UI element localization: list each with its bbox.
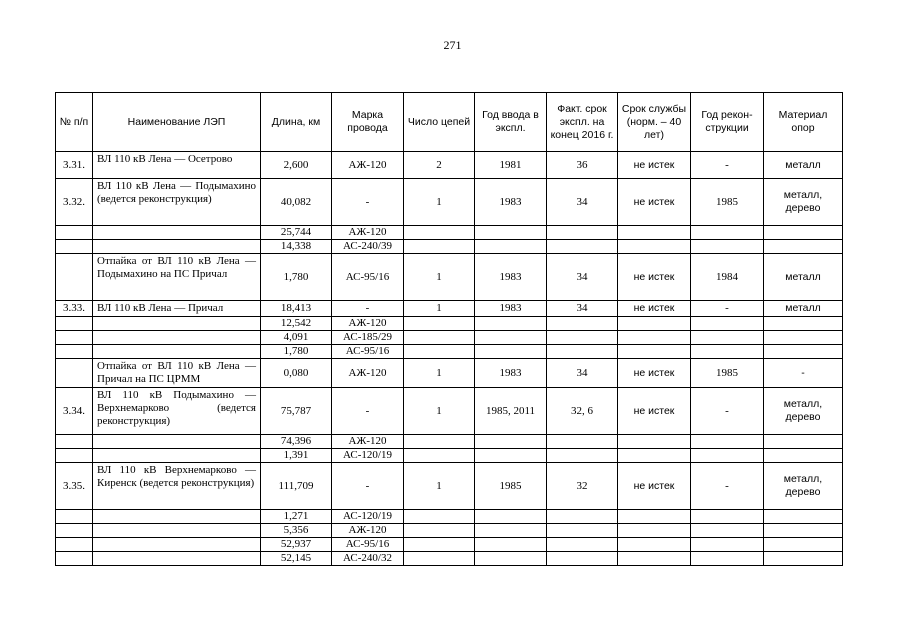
table-row (56, 388, 843, 435)
cell-circuits (404, 538, 475, 552)
cell-service-status (618, 345, 691, 359)
cell-fact-service: 34 (547, 359, 618, 388)
cell-length: 74,396 (261, 435, 332, 449)
cell-year-in: 1983 (475, 359, 547, 388)
cell-year-recon (691, 538, 764, 552)
cell-length: 5,356 (261, 524, 332, 538)
cell-year-recon: - (691, 152, 764, 179)
cell-circuits (404, 331, 475, 345)
cell-num (56, 552, 93, 566)
cell-year-in (475, 345, 547, 359)
cell-name (93, 449, 261, 463)
cell-fact-service (547, 552, 618, 566)
cell-wire: АС-120/19 (332, 510, 404, 524)
cell-year-in (475, 449, 547, 463)
cell-num (56, 226, 93, 240)
cell-service-status: не истек (618, 359, 691, 388)
cell-year-recon: 1985 (691, 179, 764, 226)
cell-circuits (404, 435, 475, 449)
cell-fact-service: 34 (547, 301, 618, 317)
table-row (56, 435, 843, 449)
cell-year-in (475, 317, 547, 331)
cell-material (764, 226, 843, 240)
cell-year-in: 1983 (475, 179, 547, 226)
cell-service-status: не истек (618, 463, 691, 510)
cell-year-recon (691, 317, 764, 331)
cell-num (56, 317, 93, 331)
cell-year-in: 1985, 2011 (475, 388, 547, 435)
cell-length: 52,145 (261, 552, 332, 566)
cell-circuits (404, 226, 475, 240)
cell-material (764, 552, 843, 566)
cell-service-status (618, 226, 691, 240)
cell-circuits: 1 (404, 254, 475, 301)
cell-wire: АЖ-120 (332, 226, 404, 240)
cell-year-recon: - (691, 301, 764, 317)
cell-service-status (618, 435, 691, 449)
cell-num: 3.33. (56, 301, 93, 317)
header-row (56, 93, 843, 152)
table-row (56, 463, 843, 510)
cell-name (93, 331, 261, 345)
header-fact-service: Факт. срок экспл. на конец 2016 г. (547, 93, 618, 152)
cell-year-recon (691, 435, 764, 449)
cell-name: ВЛ 110 кВ Верхнемарково — Киренск (ведется реконструкция) (93, 463, 261, 510)
cell-year-in (475, 435, 547, 449)
cell-length: 14,338 (261, 240, 332, 254)
cell-num (56, 331, 93, 345)
cell-name: ВЛ 110 кВ Подымахино — Верхнемарково (ведется реконструкция) (93, 388, 261, 435)
table-row (56, 552, 843, 566)
cell-num (56, 524, 93, 538)
cell-fact-service (547, 317, 618, 331)
cell-name: ВЛ 110 кВ Лена — Осетрово (93, 152, 261, 179)
cell-num (56, 435, 93, 449)
cell-name (93, 317, 261, 331)
cell-name (93, 240, 261, 254)
cell-year-recon (691, 524, 764, 538)
cell-num: 3.34. (56, 388, 93, 435)
cell-wire: АЖ-120 (332, 317, 404, 331)
cell-material (764, 240, 843, 254)
cell-name: ВЛ 110 кВ Лена — Причал (93, 301, 261, 317)
table-row (56, 179, 843, 226)
cell-length: 52,937 (261, 538, 332, 552)
cell-circuits (404, 317, 475, 331)
cell-circuits (404, 552, 475, 566)
cell-circuits (404, 345, 475, 359)
cell-year-in: 1981 (475, 152, 547, 179)
cell-wire: АЖ-120 (332, 524, 404, 538)
cell-length: 12,542 (261, 317, 332, 331)
table-row (56, 359, 843, 388)
table-row (56, 301, 843, 317)
cell-fact-service (547, 240, 618, 254)
cell-year-recon (691, 240, 764, 254)
cell-wire: АС-95/16 (332, 538, 404, 552)
cell-year-in (475, 331, 547, 345)
cell-fact-service (547, 226, 618, 240)
cell-length: 2,600 (261, 152, 332, 179)
cell-num (56, 254, 93, 301)
cell-service-status (618, 331, 691, 345)
cell-wire: АЖ-120 (332, 435, 404, 449)
cell-length: 4,091 (261, 331, 332, 345)
table-row (56, 331, 843, 345)
header-circuits: Число цепей (404, 93, 475, 152)
cell-length: 1,391 (261, 449, 332, 463)
cell-wire: АС-185/29 (332, 331, 404, 345)
table-row (56, 317, 843, 331)
header-material: Материал опор (764, 93, 843, 152)
cell-name (93, 226, 261, 240)
cell-service-status: не истек (618, 301, 691, 317)
cell-material (764, 435, 843, 449)
cell-year-in (475, 552, 547, 566)
cell-service-status: не истек (618, 152, 691, 179)
cell-length: 111,709 (261, 463, 332, 510)
cell-circuits (404, 449, 475, 463)
cell-wire: - (332, 388, 404, 435)
cell-year-recon: - (691, 463, 764, 510)
cell-wire: АС-120/19 (332, 449, 404, 463)
cell-name: Отпайка от ВЛ 110 кВ Лена — Причал на ПС ЦРММ (93, 359, 261, 388)
cell-fact-service (547, 345, 618, 359)
cell-material (764, 317, 843, 331)
cell-num: 3.32. (56, 179, 93, 226)
cell-fact-service: 32, 6 (547, 388, 618, 435)
cell-fact-service: 34 (547, 179, 618, 226)
cell-material (764, 510, 843, 524)
cell-name (93, 538, 261, 552)
header-num: № п/п (56, 93, 93, 152)
cell-year-recon: 1985 (691, 359, 764, 388)
cell-wire: АЖ-120 (332, 359, 404, 388)
cell-material: металл, дерево (764, 463, 843, 510)
table-body (56, 152, 843, 566)
cell-num (56, 359, 93, 388)
cell-wire: АС-240/39 (332, 240, 404, 254)
cell-service-status (618, 524, 691, 538)
header-year-recon: Год рекон-струкции (691, 93, 764, 152)
cell-circuits: 1 (404, 179, 475, 226)
cell-year-recon: - (691, 388, 764, 435)
cell-fact-service (547, 435, 618, 449)
header-year-in: Год ввода в экспл. (475, 93, 547, 152)
cell-num: 3.31. (56, 152, 93, 179)
cell-service-status (618, 317, 691, 331)
cell-year-in: 1983 (475, 254, 547, 301)
cell-length: 25,744 (261, 226, 332, 240)
cell-material: металл (764, 301, 843, 317)
cell-circuits: 1 (404, 301, 475, 317)
cell-material (764, 538, 843, 552)
cell-num (56, 240, 93, 254)
cell-num (56, 510, 93, 524)
cell-material (764, 524, 843, 538)
cell-fact-service: 36 (547, 152, 618, 179)
cell-year-in: 1983 (475, 301, 547, 317)
cell-material: металл (764, 152, 843, 179)
cell-year-recon (691, 510, 764, 524)
cell-fact-service (547, 510, 618, 524)
table-row (56, 254, 843, 301)
cell-year-in (475, 240, 547, 254)
cell-length: 1,271 (261, 510, 332, 524)
cell-circuits: 1 (404, 463, 475, 510)
cell-circuits: 1 (404, 388, 475, 435)
cell-material: металл, дерево (764, 388, 843, 435)
cell-material: металл, дерево (764, 179, 843, 226)
cell-num: 3.35. (56, 463, 93, 510)
cell-service-status (618, 552, 691, 566)
table-row (56, 524, 843, 538)
cell-length: 0,080 (261, 359, 332, 388)
cell-year-in: 1985 (475, 463, 547, 510)
cell-year-recon (691, 226, 764, 240)
table-row (56, 449, 843, 463)
cell-fact-service (547, 538, 618, 552)
cell-year-recon (691, 345, 764, 359)
cell-fact-service: 32 (547, 463, 618, 510)
table-row (56, 538, 843, 552)
cell-year-in (475, 524, 547, 538)
cell-wire: - (332, 301, 404, 317)
cell-fact-service (547, 449, 618, 463)
table-row (56, 226, 843, 240)
cell-service-status (618, 449, 691, 463)
cell-service-status: не истек (618, 388, 691, 435)
cell-wire: АЖ-120 (332, 152, 404, 179)
cell-fact-service (547, 524, 618, 538)
cell-num (56, 345, 93, 359)
cell-material: - (764, 359, 843, 388)
cell-year-in (475, 510, 547, 524)
cell-num (56, 538, 93, 552)
cell-service-status (618, 510, 691, 524)
cell-year-recon (691, 449, 764, 463)
cell-length: 18,413 (261, 301, 332, 317)
cell-material (764, 345, 843, 359)
cell-year-in (475, 538, 547, 552)
cell-fact-service (547, 331, 618, 345)
cell-fact-service: 34 (547, 254, 618, 301)
cell-name (93, 552, 261, 566)
cell-year-recon: 1984 (691, 254, 764, 301)
cell-circuits (404, 510, 475, 524)
cell-circuits (404, 240, 475, 254)
cell-service-status (618, 240, 691, 254)
table-row (56, 152, 843, 179)
cell-material (764, 449, 843, 463)
cell-service-status (618, 538, 691, 552)
cell-wire: - (332, 463, 404, 510)
table-row (56, 240, 843, 254)
cell-length: 40,082 (261, 179, 332, 226)
cell-circuits (404, 524, 475, 538)
cell-num (56, 449, 93, 463)
power-lines-table (55, 92, 843, 566)
cell-material (764, 331, 843, 345)
cell-length: 1,780 (261, 254, 332, 301)
cell-name (93, 510, 261, 524)
cell-wire: - (332, 179, 404, 226)
cell-name (93, 524, 261, 538)
cell-wire: АС-240/32 (332, 552, 404, 566)
header-name: Наименование ЛЭП (93, 93, 261, 152)
cell-wire: АС-95/16 (332, 345, 404, 359)
header-length: Длина, км (261, 93, 332, 152)
cell-circuits: 2 (404, 152, 475, 179)
header-wire: Марка провода (332, 93, 404, 152)
page-number: 271 (443, 38, 462, 52)
table-row (56, 345, 843, 359)
cell-service-status: не истек (618, 254, 691, 301)
cell-length: 75,787 (261, 388, 332, 435)
cell-length: 1,780 (261, 345, 332, 359)
cell-year-in (475, 226, 547, 240)
cell-circuits: 1 (404, 359, 475, 388)
cell-material: металл (764, 254, 843, 301)
cell-name (93, 345, 261, 359)
cell-service-status: не истек (618, 179, 691, 226)
cell-name: ВЛ 110 кВ Лена — Подымахино (ведется реконструкция) (93, 179, 261, 226)
cell-name: Отпайка от ВЛ 110 кВ Лена — Подымахино на ПС Причал (93, 254, 261, 301)
cell-year-recon (691, 331, 764, 345)
cell-name (93, 435, 261, 449)
cell-year-recon (691, 552, 764, 566)
header-service-life: Срок службы (норм. – 40 лет) (618, 93, 691, 152)
cell-wire: АС-95/16 (332, 254, 404, 301)
table-row (56, 510, 843, 524)
